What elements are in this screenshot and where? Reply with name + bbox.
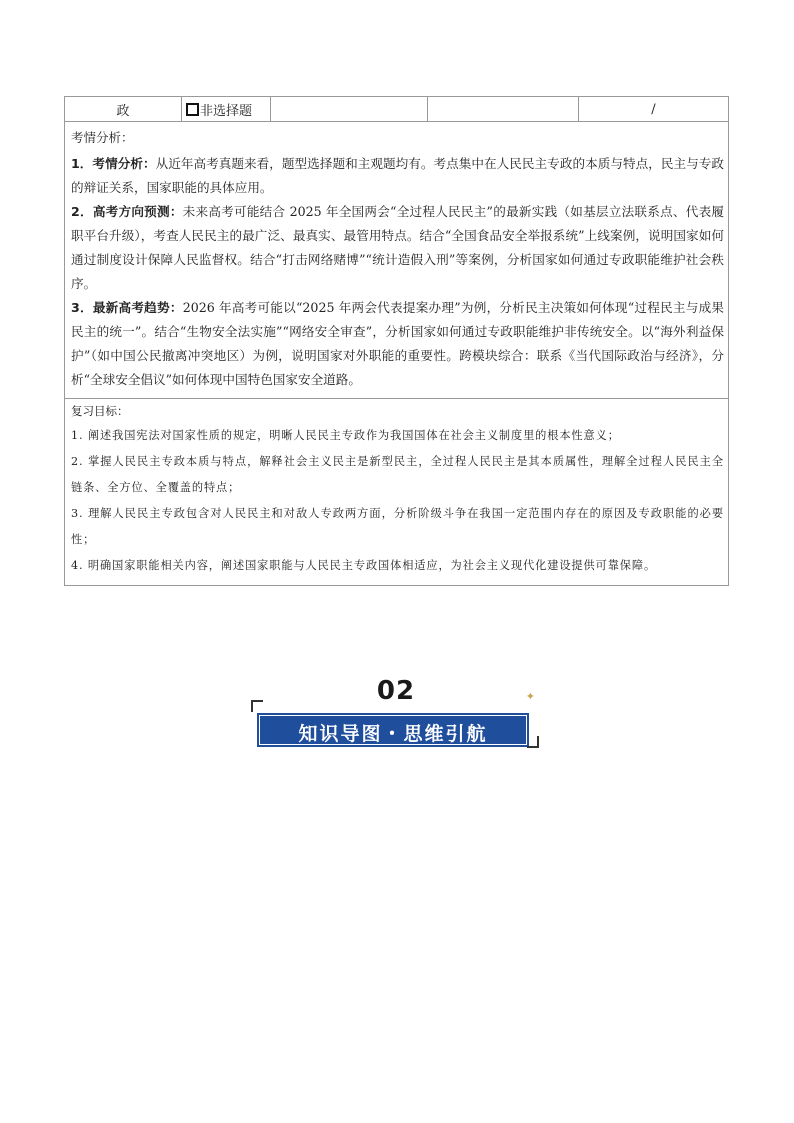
goal-item: 4. 明确国家职能相关内容，阐述国家职能与人民民主专政国体相适应，为社会主义现代化建设提供可靠保障。 [71,559,657,572]
goals-section [64,399,729,586]
analysis-item [71,200,724,296]
exam-analysis-table [64,96,729,586]
analysis-item-label: 3．最新高考趋势： [71,300,183,315]
banner-title: 知识导图・思维引航 [298,723,488,745]
corner-bracket-icon [527,736,539,748]
slash-cell: / [579,97,729,122]
analysis-section [64,122,729,399]
goals-title: 复习目标： [71,404,129,418]
analysis-item-label: 2．高考方向预测： [71,204,183,219]
analysis-item-text: 2026 年高考可能以“2025 年两会代表提案办理”为例，分析民主决策如何体现“过程民主与成果民主的统一”。结合“生物安全法实施”“网络安全审查”，分析国家如何通过专政职能维护非传统安全。以“海外利益保护”（如中国公民撤离冲突地区）为例，说明国家对外职能的重要性。跨模块综合：联系《当代国际政治与经济》，分析“全球安全倡议”如何体现中国特色国家安全道路。 [71,300,725,387]
empty-cell-4 [428,97,579,122]
header-row-table [64,96,729,122]
section-number: 02 [376,676,416,706]
banner-bar [257,713,529,747]
empty-cell-3 [271,97,428,122]
checkbox-icon [186,103,199,116]
header-row [65,97,729,122]
goal-item: 1. 阐述我国宪法对国家性质的规定，明晰人民民主专政作为我国国体在社会主义制度里的根本性意义； [71,429,620,442]
analysis-item-label: 1．考情分析： [71,156,156,171]
analysis-item-text: 从近年高考真题来看，题型选择题和主观题均有。考点集中在人民民主专政的本质与特点，民主与专政的辩证关系，国家职能的具体应用。 [71,156,724,195]
subject-cell: 政 [65,97,182,122]
analysis-item [71,152,724,200]
sparkle-icon: ✦ [525,690,535,703]
analysis-item [71,296,724,392]
question-type-label: 非选择题 [200,103,253,119]
analysis-item-text: 未来高考可能结合 2025 年全国两会“全过程人民民主”的最新实践（如基层立法联系点、代表履职平台升级），考查人民民主的最广泛、最真实、最管用特点。结合“全国食品安全举报系统”上线案例，说明国家如何通过制度设计保障人民监督权。结合“打击网络赌博”“统计造假入刑”等案例，分析国家如何通过专政职能维护社会秩序。 [71,204,724,291]
section-banner [251,676,541,756]
analysis-title: 考情分析： [71,130,134,145]
goal-item: 2. 掌握人民民主专政本质与特点，解释社会主义民主是新型民主，全过程人民民主是其本质属性，理解全过程人民民主全链条、全方位、全覆盖的特点； [71,455,724,494]
goal-item: 3. 理解人民民主专政包含对人民民主和对敌人专政两方面，分析阶级斗争在我国一定范围内存在的原因及专政职能的必要性； [71,507,724,546]
question-type-cell [182,97,271,122]
